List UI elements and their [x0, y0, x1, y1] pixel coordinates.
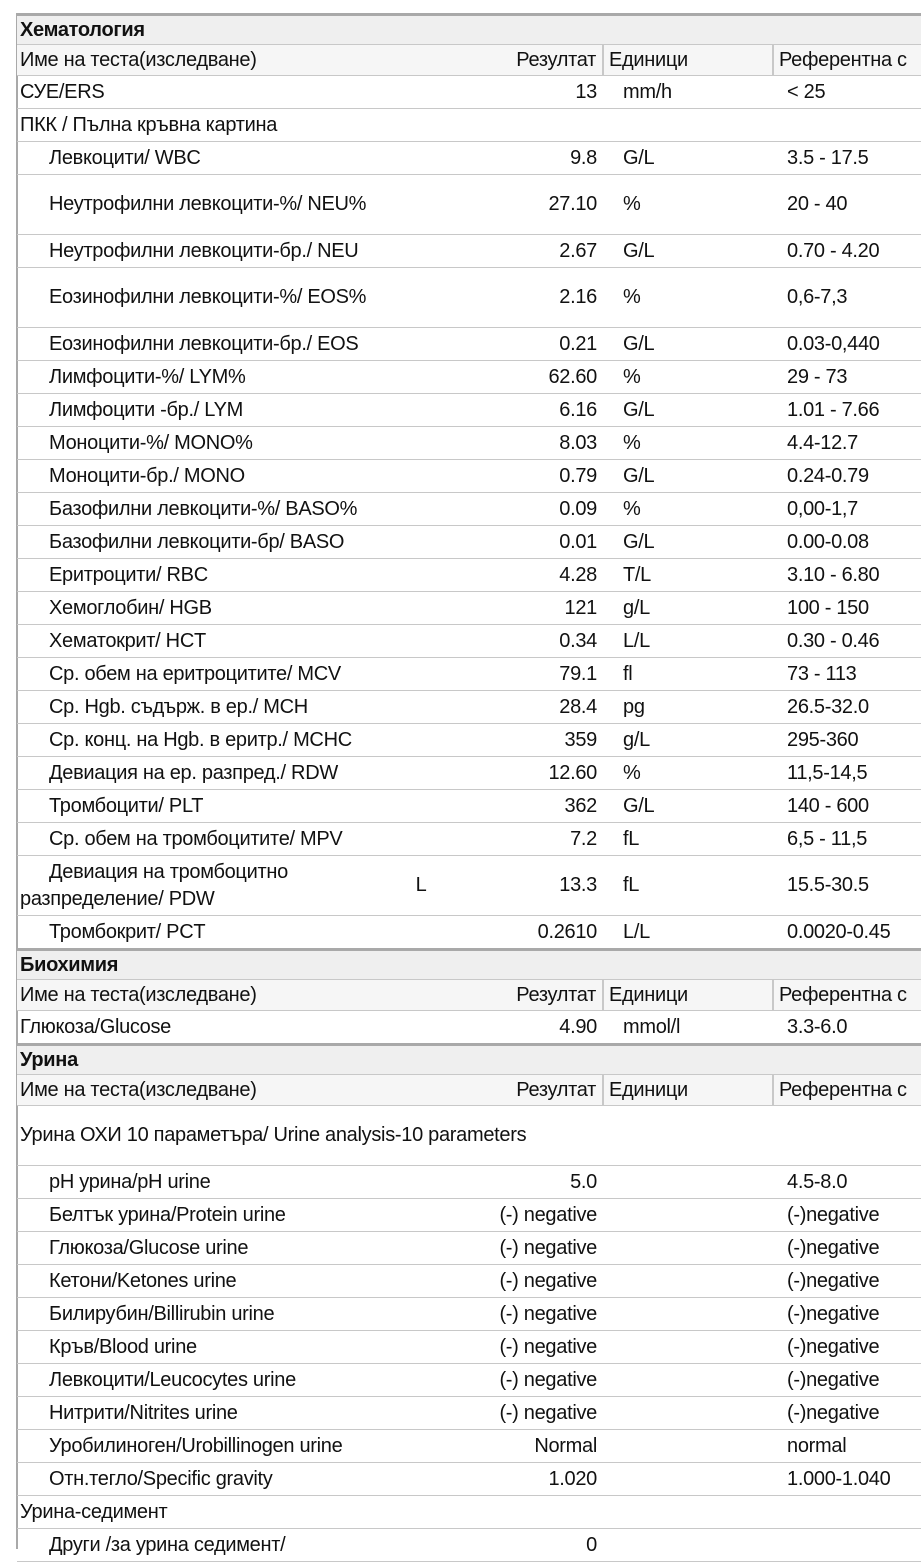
table-row [17, 856, 921, 916]
result-unit [603, 1463, 773, 1496]
test-name-text: Нитрити/Nitrites urine [49, 1401, 238, 1424]
column-header-reference: Референтна с [773, 1075, 921, 1106]
result-unit: G/L [603, 235, 773, 268]
result-unit: % [603, 757, 773, 790]
reference-range: 140 - 600 [773, 790, 921, 823]
test-name-text: Левкоцити/ WBC [49, 146, 201, 169]
table-row [17, 625, 921, 658]
column-header-units: Единици [603, 45, 773, 76]
reference-range: (-)negative [773, 1265, 921, 1298]
test-name [17, 823, 403, 856]
test-name [17, 757, 403, 790]
table-row [17, 1331, 921, 1364]
test-name-text: Ср. обем на тромбоцитите/ MPV [49, 827, 343, 850]
test-name-text: Белтък урина/Protein urine [49, 1203, 286, 1226]
test-name-text: Кетони/Ketones urine [49, 1269, 237, 1292]
reference-range: (-)negative [773, 1397, 921, 1430]
result-value: (-) negative [439, 1265, 603, 1298]
result-value: (-) negative [439, 1331, 603, 1364]
empty-cell [773, 1106, 921, 1166]
result-value: 8.03 [439, 427, 603, 460]
result-value: 0 [439, 1529, 603, 1562]
result-flag [403, 394, 439, 427]
table-row [17, 76, 921, 109]
test-name-text: Тромбоцити/ PLT [49, 794, 204, 817]
test-name-text: Еозинофилни левкоцити-бр./ EOS [49, 332, 359, 355]
reference-range: 1.000-1.040 [773, 1463, 921, 1496]
result-value: 0.21 [439, 328, 603, 361]
result-value: 359 [439, 724, 603, 757]
result-flag [403, 268, 439, 328]
test-name-text: СУЕ/ERS [20, 80, 105, 103]
column-header-result: Резултат [439, 1075, 603, 1106]
test-group-name: Урина-седимент [17, 1496, 603, 1529]
table-row [17, 592, 921, 625]
section-title: Биохимия [17, 950, 921, 980]
table-row [17, 328, 921, 361]
result-unit: G/L [603, 790, 773, 823]
table-row [17, 526, 921, 559]
table-row [17, 1298, 921, 1331]
result-flag [403, 559, 439, 592]
result-flag [403, 1364, 439, 1397]
result-flag [403, 823, 439, 856]
reference-range: 26.5-32.0 [773, 691, 921, 724]
reference-range: 0.30 - 0.46 [773, 625, 921, 658]
test-name [17, 1397, 403, 1430]
result-value: 0.79 [439, 460, 603, 493]
section-title: Урина [17, 1045, 921, 1075]
result-unit: pg [603, 691, 773, 724]
test-name [17, 235, 403, 268]
table-row [17, 142, 921, 175]
reference-range: (-)negative [773, 1331, 921, 1364]
result-flag [403, 328, 439, 361]
test-name [17, 1331, 403, 1364]
result-value: 5.0 [439, 1166, 603, 1199]
result-unit: g/L [603, 724, 773, 757]
test-name-text: Девиация на тромбоцитно разпределение/ PDW [20, 860, 288, 910]
test-name-text: Левкоцити/Leucocytes urine [49, 1368, 296, 1391]
test-name-text: Ср. обем на еритроцитите/ MCV [49, 662, 341, 685]
result-value: 28.4 [439, 691, 603, 724]
table-row [17, 1199, 921, 1232]
column-header-units: Единици [603, 1075, 773, 1106]
result-value: 0.01 [439, 526, 603, 559]
table-row [17, 1529, 921, 1562]
test-name [17, 592, 403, 625]
reference-range: 29 - 73 [773, 361, 921, 394]
result-flag [403, 361, 439, 394]
test-name [17, 1166, 403, 1199]
test-name [17, 790, 403, 823]
empty-cell [603, 1106, 773, 1166]
result-unit [603, 1265, 773, 1298]
result-flag [403, 460, 439, 493]
result-flag [403, 1529, 439, 1562]
column-header-result: Резултат [439, 980, 603, 1011]
reference-range: (-)negative [773, 1298, 921, 1331]
result-flag [403, 658, 439, 691]
test-name-text: Ср. Hgb. съдърж. в ер./ MCH [49, 695, 308, 718]
test-name-text: Уробилиноген/Urobillinogen urine [49, 1434, 343, 1457]
result-flag [403, 175, 439, 235]
result-value: 121 [439, 592, 603, 625]
result-value: 79.1 [439, 658, 603, 691]
reference-range: (-)negative [773, 1232, 921, 1265]
result-unit: mm/h [603, 76, 773, 109]
table-row [17, 790, 921, 823]
column-header-reference: Референтна с [773, 45, 921, 76]
table-row [17, 1364, 921, 1397]
reference-range: 0.70 - 4.20 [773, 235, 921, 268]
test-name-text: Базофилни левкоцити-бр/ BASO [49, 530, 345, 553]
result-unit: G/L [603, 328, 773, 361]
test-name-text: Моноцити-бр./ MONO [49, 464, 245, 487]
table-row [17, 493, 921, 526]
test-name-text: Кръв/Blood urine [49, 1335, 197, 1358]
result-value: 1.020 [439, 1463, 603, 1496]
reference-range: 0.00-0.08 [773, 526, 921, 559]
result-value: 4.28 [439, 559, 603, 592]
test-name-text: Хематокрит/ HCT [49, 629, 206, 652]
table-row [17, 361, 921, 394]
reference-range: 20 - 40 [773, 175, 921, 235]
test-name [17, 658, 403, 691]
empty-cell [773, 109, 921, 142]
test-name [17, 460, 403, 493]
column-header-row [17, 45, 921, 76]
result-flag [403, 1232, 439, 1265]
column-header-name: Име на теста(изследване) [17, 980, 439, 1011]
lab-results [17, 13, 921, 1562]
test-name [17, 1298, 403, 1331]
table-row [17, 235, 921, 268]
table-row [17, 691, 921, 724]
test-name-text: Лимфоцити -бр./ LYM [49, 398, 243, 421]
reference-range: (-)negative [773, 1364, 921, 1397]
table-row [17, 427, 921, 460]
reference-range: 0,00-1,7 [773, 493, 921, 526]
test-name-text: Моноцити-%/ MONO% [49, 431, 253, 454]
result-unit: L/L [603, 916, 773, 950]
result-flag [403, 1430, 439, 1463]
test-name [17, 1529, 403, 1562]
test-group-row [17, 1106, 921, 1166]
reference-range: normal [773, 1430, 921, 1463]
result-flag [403, 1298, 439, 1331]
test-name [17, 142, 403, 175]
table-row [17, 1232, 921, 1265]
test-name [17, 361, 403, 394]
result-value: (-) negative [439, 1199, 603, 1232]
result-value: (-) negative [439, 1397, 603, 1430]
result-unit [603, 1232, 773, 1265]
table-row [17, 1463, 921, 1496]
result-flag [403, 916, 439, 950]
result-flag [403, 1463, 439, 1496]
result-flag [403, 1397, 439, 1430]
result-value: 9.8 [439, 142, 603, 175]
reference-range: 11,5-14,5 [773, 757, 921, 790]
column-header-name: Име на теста(изследване) [17, 1075, 439, 1106]
test-name [17, 916, 403, 950]
result-unit [603, 1430, 773, 1463]
reference-range: 1.01 - 7.66 [773, 394, 921, 427]
result-flag [403, 1011, 439, 1045]
test-name-text: Тромбокрит/ PCT [49, 920, 206, 943]
test-name-text: Хемоглобин/ HGB [49, 596, 212, 619]
reference-range: 3.10 - 6.80 [773, 559, 921, 592]
test-name [17, 268, 403, 328]
table-row [17, 916, 921, 950]
result-value: 0.34 [439, 625, 603, 658]
reference-range: 4.5-8.0 [773, 1166, 921, 1199]
test-group-row [17, 109, 921, 142]
result-unit: % [603, 493, 773, 526]
result-flag [403, 1166, 439, 1199]
result-value: Normal [439, 1430, 603, 1463]
table-row [17, 1265, 921, 1298]
results-table [17, 13, 921, 1562]
result-unit [603, 1529, 773, 1562]
result-value: 13 [439, 76, 603, 109]
result-flag [403, 691, 439, 724]
test-name [17, 175, 403, 235]
table-row [17, 1011, 921, 1045]
test-name-text: Неутрофилни левкоцити-бр./ NEU [49, 239, 359, 262]
result-value: 2.67 [439, 235, 603, 268]
test-group-name: ПКК / Пълна кръвна картина [17, 109, 603, 142]
test-name [17, 1232, 403, 1265]
reference-range: 100 - 150 [773, 592, 921, 625]
result-unit: fL [603, 856, 773, 916]
result-unit: fL [603, 823, 773, 856]
result-unit: g/L [603, 592, 773, 625]
result-flag [403, 1331, 439, 1364]
test-name-text: Девиация на ер. разпред./ RDW [49, 761, 338, 784]
table-row [17, 724, 921, 757]
result-flag [403, 1199, 439, 1232]
result-flag: L [403, 856, 439, 916]
test-name-text: Билирубин/Billirubin urine [49, 1302, 275, 1325]
section-header [17, 950, 921, 980]
test-name [17, 427, 403, 460]
test-name-text: Еозинофилни левкоцити-%/ EOS% [49, 286, 367, 308]
result-value: (-) negative [439, 1364, 603, 1397]
column-header-units: Единици [603, 980, 773, 1011]
reference-range: 0.03-0,440 [773, 328, 921, 361]
reference-range: 15.5-30.5 [773, 856, 921, 916]
section-title: Хематология [17, 15, 921, 45]
test-name [17, 724, 403, 757]
test-name-text: Глюкоза/Glucose [20, 1015, 171, 1038]
result-flag [403, 724, 439, 757]
table-row [17, 658, 921, 691]
result-value: (-) negative [439, 1298, 603, 1331]
table-row [17, 559, 921, 592]
result-unit [603, 1331, 773, 1364]
empty-cell [603, 109, 773, 142]
result-unit: mmol/l [603, 1011, 773, 1045]
section-header [17, 1045, 921, 1075]
result-flag [403, 592, 439, 625]
reference-range: 0,6-7,3 [773, 268, 921, 328]
test-name [17, 1199, 403, 1232]
reference-range: (-)negative [773, 1199, 921, 1232]
test-name-text: Глюкоза/Glucose urine [49, 1236, 249, 1259]
column-header-name: Име на теста(изследване) [17, 45, 439, 76]
column-header-result: Резултат [439, 45, 603, 76]
test-name-text: pH урина/pH urine [49, 1170, 211, 1193]
result-flag [403, 625, 439, 658]
table-row [17, 460, 921, 493]
result-value: 62.60 [439, 361, 603, 394]
result-value: 27.10 [439, 175, 603, 235]
test-name [17, 394, 403, 427]
test-name [17, 1265, 403, 1298]
table-row [17, 394, 921, 427]
result-unit: L/L [603, 625, 773, 658]
reference-range: 3.5 - 17.5 [773, 142, 921, 175]
table-row [17, 1397, 921, 1430]
result-unit: T/L [603, 559, 773, 592]
result-unit [603, 1298, 773, 1331]
result-unit [603, 1199, 773, 1232]
result-value: 362 [439, 790, 603, 823]
result-value: 12.60 [439, 757, 603, 790]
reference-range: 295-360 [773, 724, 921, 757]
test-group-name: Урина ОХИ 10 параметъра/ Urine analysis-10 parameters [17, 1106, 603, 1166]
result-value: (-) negative [439, 1232, 603, 1265]
result-value: 6.16 [439, 394, 603, 427]
result-value: 13.3 [439, 856, 603, 916]
result-unit: % [603, 427, 773, 460]
test-name-text: Ср. конц. на Hgb. в еритр./ MCHC [49, 728, 352, 751]
result-unit: G/L [603, 526, 773, 559]
result-flag [403, 235, 439, 268]
test-name [17, 625, 403, 658]
result-unit: G/L [603, 460, 773, 493]
result-flag [403, 76, 439, 109]
result-unit [603, 1364, 773, 1397]
reference-range: 0.24-0.79 [773, 460, 921, 493]
column-header-reference: Референтна с [773, 980, 921, 1011]
result-unit: % [603, 361, 773, 394]
reference-range [773, 1529, 921, 1562]
section-header [17, 15, 921, 45]
result-unit: G/L [603, 142, 773, 175]
result-value: 2.16 [439, 268, 603, 328]
result-value: 7.2 [439, 823, 603, 856]
table-row [17, 1166, 921, 1199]
test-name [17, 1430, 403, 1463]
empty-cell [773, 1496, 921, 1529]
test-name [17, 559, 403, 592]
test-name [17, 526, 403, 559]
table-row [17, 1430, 921, 1463]
result-unit [603, 1397, 773, 1430]
test-name [17, 328, 403, 361]
result-value: 4.90 [439, 1011, 603, 1045]
table-row [17, 757, 921, 790]
test-name-text: Други /за урина седимент/ [49, 1533, 286, 1556]
result-flag [403, 757, 439, 790]
reference-range: 4.4-12.7 [773, 427, 921, 460]
test-name [17, 856, 403, 916]
result-flag [403, 790, 439, 823]
result-unit: fl [603, 658, 773, 691]
test-name-text: Отн.тегло/Specific gravity [49, 1467, 273, 1490]
empty-cell [603, 1496, 773, 1529]
test-name-text: Еритроцити/ RBC [49, 563, 208, 586]
result-flag [403, 493, 439, 526]
test-name [17, 1011, 403, 1045]
test-group-row [17, 1496, 921, 1529]
result-flag [403, 427, 439, 460]
table-row [17, 175, 921, 235]
result-value: 0.09 [439, 493, 603, 526]
column-header-row [17, 980, 921, 1011]
column-header-row [17, 1075, 921, 1106]
test-name [17, 691, 403, 724]
result-unit: % [603, 268, 773, 328]
test-name-text: Неутрофилни левкоцити-%/ NEU% [49, 193, 367, 215]
result-flag [403, 142, 439, 175]
reference-range: 6,5 - 11,5 [773, 823, 921, 856]
result-unit [603, 1166, 773, 1199]
test-name [17, 76, 403, 109]
result-value: 0.2610 [439, 916, 603, 950]
result-flag [403, 526, 439, 559]
result-flag [403, 1265, 439, 1298]
test-name-text: Лимфоцити-%/ LYM% [49, 365, 246, 388]
test-name [17, 493, 403, 526]
result-unit: G/L [603, 394, 773, 427]
table-row [17, 268, 921, 328]
result-unit: % [603, 175, 773, 235]
test-name [17, 1463, 403, 1496]
reference-range: 73 - 113 [773, 658, 921, 691]
test-name [17, 1364, 403, 1397]
test-name-text: Базофилни левкоцити-%/ BASO% [49, 497, 358, 520]
reference-range: < 25 [773, 76, 921, 109]
table-row [17, 823, 921, 856]
reference-range: 0.0020-0.45 [773, 916, 921, 950]
reference-range: 3.3-6.0 [773, 1011, 921, 1045]
